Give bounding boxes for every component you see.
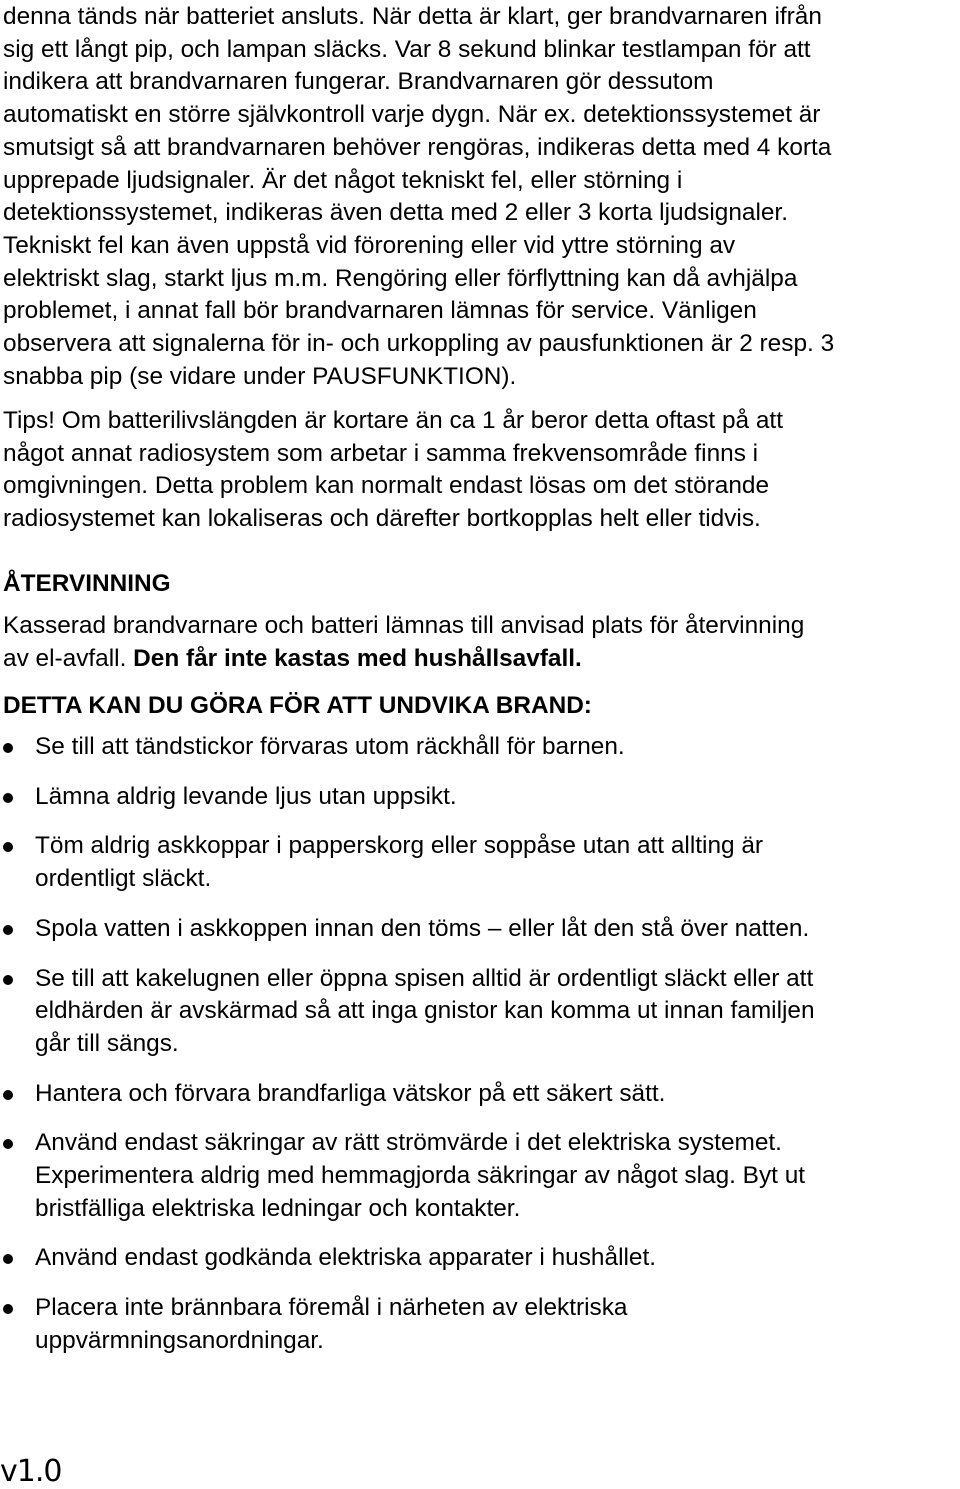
recycling-paragraph <box>3 610 957 675</box>
list-item-text: Lämna aldrig levande ljus utan uppsikt. <box>35 782 457 810</box>
recycling-heading: ÅTERVINNING <box>3 570 171 597</box>
bullet-icon <box>3 925 13 935</box>
list-item <box>3 963 957 1061</box>
list-item-text: Hantera och förvara brandfarliga vätskor på ett säkert sätt. <box>35 1079 666 1107</box>
list-item <box>3 1078 957 1111</box>
list-item-text: Använd endast säkringar av rätt strömvärde i det elektriska systemet. Experimentera aldrig med hemmagjorda säkringar av något slag. Byt ut bristfälliga elektriska ledningar och kontakter. <box>35 1129 806 1222</box>
list-item-text: Använd endast godkända elektriska apparater i hushållet. <box>35 1244 657 1272</box>
fire-prevention-heading: DETTA KAN DU GÖRA FÖR ATT UNDVIKA BRAND: <box>3 692 592 719</box>
tips-paragraph: Tips! Om batterilivslängden är kortare än ca 1 år beror detta oftast på att något annat radiosystem som arbetar i samma frekvensområde finns i omgivningen. Detta problem kan normalt endast lösas om det störande radiosystemet kan lokaliseras och därefter bortkopplas helt eller tidvis. <box>3 407 783 533</box>
bullet-icon <box>3 1254 13 1264</box>
list-item <box>3 830 957 895</box>
list-item-text: Spola vatten i askkoppen innan den töms – eller låt den stå över natten. <box>35 914 810 942</box>
recycling-warning: Den får inte kastas med hushållsavfall. <box>133 644 582 672</box>
list-item <box>3 731 957 764</box>
list-item-text: Se till att tändstickor förvaras utom räckhåll för barnen. <box>35 733 625 760</box>
list-item-text: Placera inte brännbara föremål i närheten av elektriska uppvärmningsanordningar. <box>35 1294 628 1354</box>
bullet-icon <box>3 743 13 753</box>
list-item <box>3 1292 957 1357</box>
bullet-icon <box>3 793 13 803</box>
list-item <box>3 1242 957 1275</box>
intro-paragraph: denna tänds när batteriet ansluts. När detta är klart, ger brandvarnaren ifrån sig ett långt pip, och lampan släcks. Var 8 sekund blinkar testlampan för att indikera att brandvarnaren fungerar. Brandvarnaren gör dessutom automatiskt en större självkontroll varje dygn. När ex. detektionssystemet är smutsigt så att brandvarnaren behöver rengöras, indikeras detta med 4 korta upprepade ljudsignaler. Är det något tekniskt fel, eller störning i detektionssystemet, indikeras även detta med 2 eller 3 korta ljudsignaler. Tekniskt fel kan även uppstå vid förorening eller vid yttre störning av elektriskt slag, starkt ljus m.m. Rengöring eller förflyttning kan då avhjälpa problemet, i annat fall bör brandvarnaren lämnas för service. Vänligen observera att signalerna för in- och urkoppling av pausfunktionen är 2 resp. 3 snabba pip (se vidare under PAUSFUNKTION). <box>3 3 835 390</box>
list-item <box>3 781 957 814</box>
bullet-icon <box>3 975 13 985</box>
bullet-icon <box>3 1090 13 1100</box>
list-item-text: Töm aldrig askkoppar i papperskorg eller soppåse utan att allting är ordentligt släckt. <box>35 832 764 893</box>
recycling-text: Kasserad brandvarnare och batteri lämnas till anvisad plats för återvinning av el-avfall. <box>3 612 805 672</box>
bullet-icon <box>3 1304 13 1314</box>
version-label: v1.0 <box>0 1454 62 1489</box>
list-item-text: Se till att kakelugnen eller öppna spisen alltid är ordentligt släckt eller att eldhärden är avskärmad så att inga gnistor kan komma ut innan familjen går till sängs. <box>35 964 815 1057</box>
bullet-icon <box>3 1139 13 1149</box>
fire-prevention-list <box>3 731 957 1358</box>
bullet-icon <box>3 842 13 852</box>
list-item <box>3 1127 957 1225</box>
list-item <box>3 913 957 946</box>
